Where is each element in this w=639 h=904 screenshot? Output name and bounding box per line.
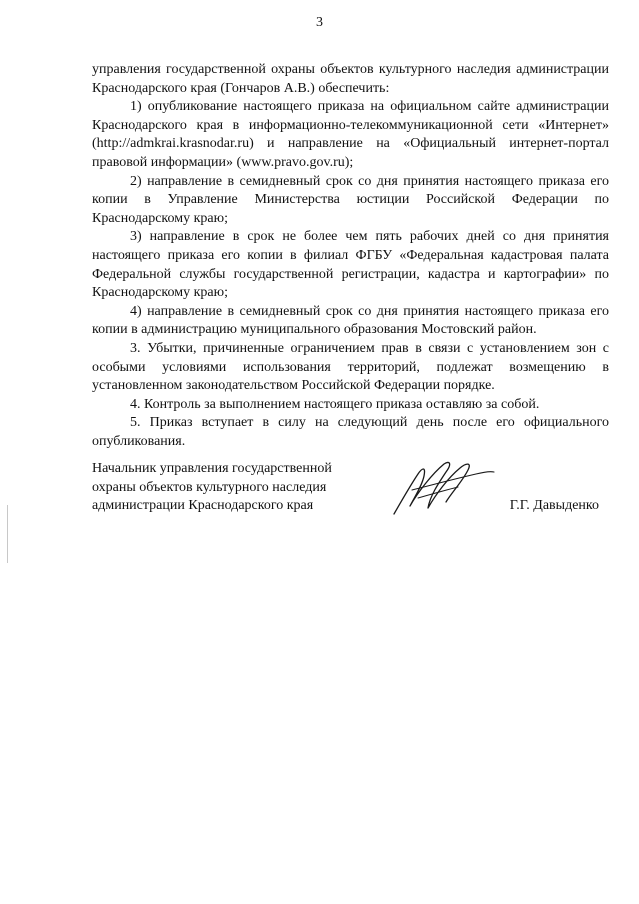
page-number: 3 [316,15,323,30]
handwritten-signature [388,456,498,518]
paragraph: 4) направление в семидневный срок со дня принятия настоящего приказа его копии в администрацию муниципального образования Мостовский район. [92,303,609,338]
paragraph: 5. Приказ вступает в силу на следующий день после его официального опубликования. [92,415,609,449]
document-body [92,61,609,451]
paragraph: 1) опубликование настоящего приказа на официальном сайте администрации Краснодарского края в информационно-телекоммуникационной сети «Интернет» (http://admkrai.krasnodar.ru) и направление на «Официальный интернет-портал правовой информации» (www.pravo.gov.ru); [92,99,609,170]
paragraph: 3) направление в срок не более чем пять рабочих дней со дня принятия настоящего приказа его копии в филиал ФГБУ «Федеральная кадастровая палата Федеральной службы государственной регистрации, кадастра и картографии» по Краснодарскому краю; [92,229,609,301]
position-line: Начальник управления государственной [92,461,332,476]
paragraph: 4. Контроль за выполнением настоящего приказа оставляю за собой. [130,396,540,412]
scan-edge-mark [7,505,8,563]
paragraph: 3. Убытки, причиненные ограничением прав в связи с установлением зон с особыми условиями использования территорий, подлежат возмещению в установленном законодательством Российской Федерации порядке. [92,340,609,394]
position-line: администрации Краснодарского края [92,498,314,514]
paragraph: управления государственной охраны объектов культурного наследия администрации Краснодарского края (Гончаров А.В.) обеспечить: [92,62,609,96]
position-line: охраны объектов культурного наследия [92,479,327,495]
signatory-name: Г.Г. Давыденко [509,498,599,513]
signature-block [92,458,609,528]
signatory-position [92,460,382,516]
paragraph: 2) направление в семидневный срок со дня принятия настоящего приказа его копии в Управление Министерства юстиции Российской Федерации по Краснодарскому краю; [92,173,609,226]
